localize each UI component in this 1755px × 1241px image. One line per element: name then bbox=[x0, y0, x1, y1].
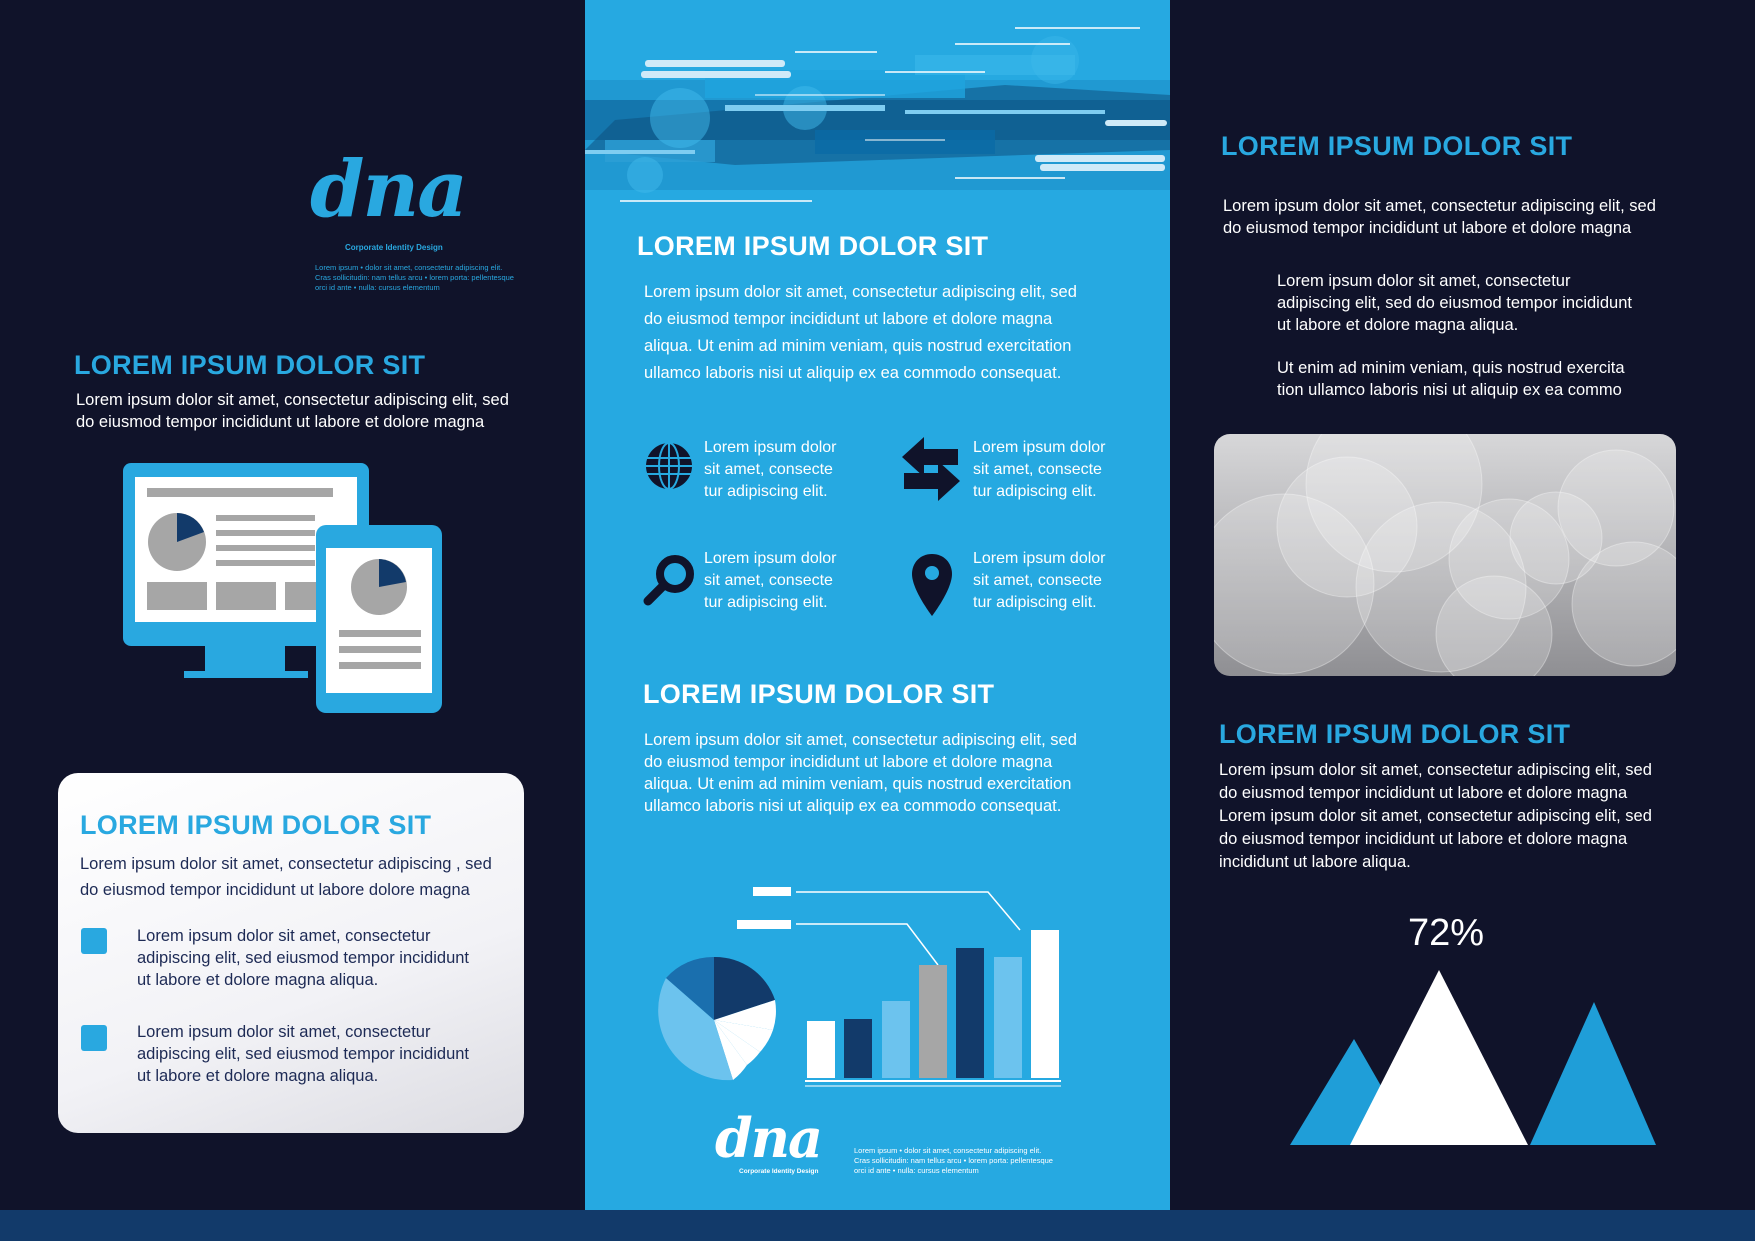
bokeh-image bbox=[1214, 434, 1676, 676]
card-bullet-text: Lorem ipsum dolor sit amet, consectetur adipiscing elit, sed eiusmod tempor incididunt ut labore et dolore magna aliqua. bbox=[137, 927, 470, 989]
left-section1-body: Lorem ipsum dolor sit amet, consectetur adipiscing elit, sed do eiusmod tempor incididunt ut labore et dolore magna bbox=[76, 391, 509, 431]
left-panel bbox=[0, 0, 585, 1210]
feature-text: Lorem ipsum dolor sit amet, consecte tur adipiscing elit. bbox=[973, 439, 1106, 500]
left-section1-title: LOREM IPSUM DOLOR SIT bbox=[74, 350, 426, 380]
mid-section1-title: LOREM IPSUM DOLOR SIT bbox=[637, 231, 989, 261]
dna-logo: dna bbox=[715, 1106, 822, 1170]
dna-logo: dna bbox=[310, 144, 466, 235]
info-card bbox=[58, 773, 524, 1133]
feature-text: Lorem ipsum dolor sit amet, consecte tur adipiscing elit. bbox=[704, 550, 837, 611]
logo-tagline: Corporate Identity Design bbox=[345, 243, 443, 252]
logo-tagline: Corporate Identity Design bbox=[739, 1168, 819, 1175]
feature-text: Lorem ipsum dolor sit amet, consecte tur adipiscing elit. bbox=[704, 439, 837, 500]
right-section2-body: Lorem ipsum dolor sit amet, consectetur adipiscing elit, sed do eiusmod tempor incididunt ut labore et dolore magna Lorem ipsum dolor sit amet, consectetur adipiscing elit, sed do eiusmod tempor incididunt ut labore et dolore magna incididunt ut labore aliqua. bbox=[1219, 761, 1652, 871]
right-section1-title: LOREM IPSUM DOLOR SIT bbox=[1221, 131, 1573, 161]
logo-small-text: Lorem ipsum • dolor sit amet, consectetur adipiscing elit. Cras sollicitudin: nam tellus arcu • lorem porta: pellentesque orci id ante • nulla: cursus elementum bbox=[854, 1146, 1053, 1175]
right-section1-body: Lorem ipsum dolor sit amet, consectetur adipiscing elit, sed do eiusmod tempor incididunt ut labore et dolore magna bbox=[1223, 197, 1656, 237]
map-pin-icon bbox=[910, 552, 954, 618]
infographic-charts bbox=[645, 880, 1095, 1095]
arrows-exchange-icon bbox=[902, 435, 960, 503]
card-title: LOREM IPSUM DOLOR SIT bbox=[80, 810, 432, 840]
bullet-square-icon bbox=[81, 1025, 107, 1051]
mountain-chart bbox=[1290, 965, 1670, 1147]
card-bullet-text: Lorem ipsum dolor sit amet, consectetur adipiscing elit, sed eiusmod tempor incididunt ut labore et dolore magna aliqua. bbox=[137, 1023, 470, 1085]
middle-panel bbox=[585, 0, 1170, 1210]
globe-icon bbox=[643, 440, 695, 492]
percent-label: 72% bbox=[1408, 912, 1485, 954]
card-body: Lorem ipsum dolor sit amet, consectetur adipiscing , sed do eiusmod tempor incididunt ut labore dolore magna bbox=[80, 855, 492, 899]
right-panel bbox=[1170, 0, 1755, 1210]
right-section2-title: LOREM IPSUM DOLOR SIT bbox=[1219, 719, 1571, 749]
search-icon bbox=[643, 553, 697, 607]
logo-small-text: Lorem ipsum • dolor sit amet, consectetur adipiscing elit. Cras sollicitudin: nam tellus arcu • lorem porta: pellentesque orci id ante • nulla: cursus elementum bbox=[315, 263, 514, 292]
right-para2: Ut enim ad minim veniam, quis nostrud exercita tion ullamco laboris nisi ut aliquip ex ea commo bbox=[1277, 359, 1625, 399]
mid-section2-body: Lorem ipsum dolor sit amet, consectetur adipiscing elit, sed do eiusmod tempor incididunt ut labore et dolore magna aliqua. Ut enim ad minim veniam, quis nostrud exercitation ullamco laboris nisi ut aliquip ex ea commodo consequat. bbox=[644, 731, 1077, 815]
mid-section2-title: LOREM IPSUM DOLOR SIT bbox=[643, 679, 995, 709]
devices-illustration bbox=[120, 460, 450, 715]
bottom-bar bbox=[0, 1210, 1755, 1241]
mid-section1-body: Lorem ipsum dolor sit amet, consectetur adipiscing elit, sed do eiusmod tempor incididunt ut labore et dolore magna aliqua. Ut enim ad minim veniam, quis nostrud exercitation ullamco laboris nisi ut aliquip ex ea commodo consequat. bbox=[644, 283, 1077, 382]
feature-text: Lorem ipsum dolor sit amet, consecte tur adipiscing elit. bbox=[973, 550, 1106, 611]
right-para1: Lorem ipsum dolor sit amet, consectetur adipiscing elit, sed do eiusmod tempor incididunt ut labore et dolore magna aliqua. bbox=[1277, 272, 1632, 334]
bullet-square-icon bbox=[81, 928, 107, 954]
tech-header-graphic bbox=[585, 0, 1170, 215]
